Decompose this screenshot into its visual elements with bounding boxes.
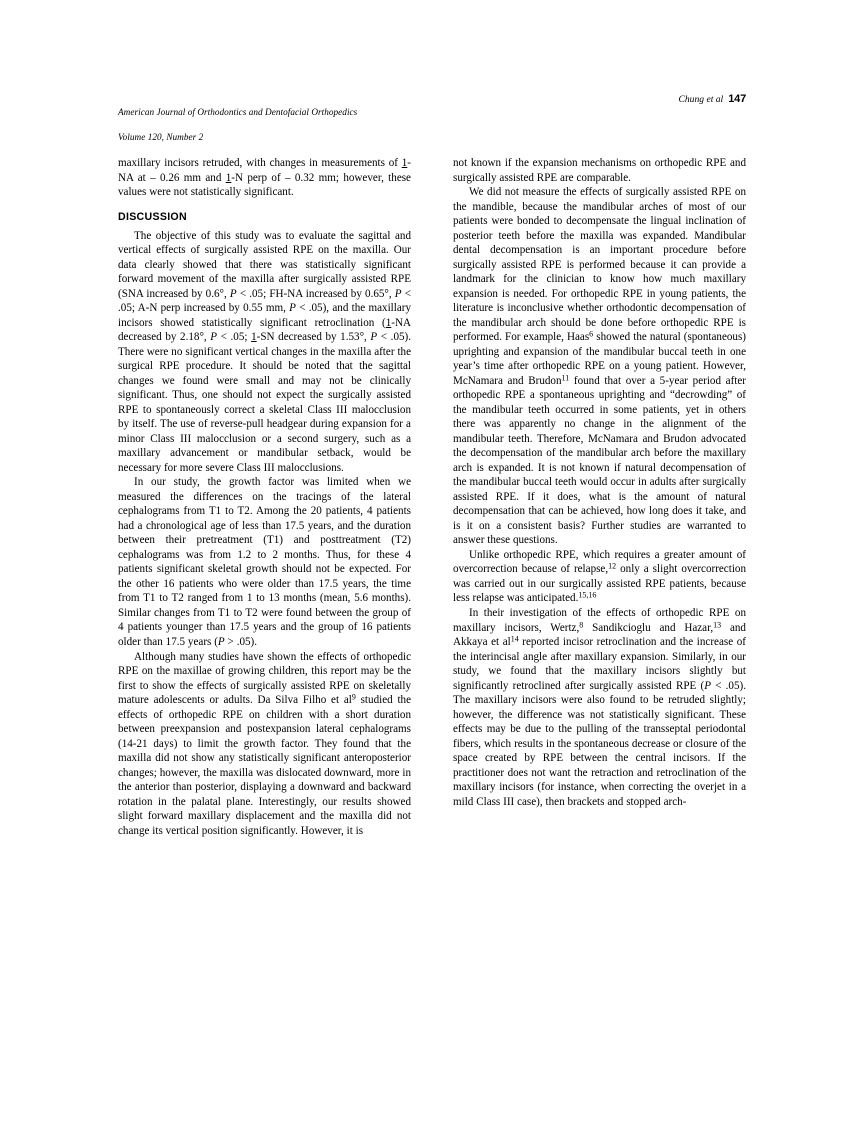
left-column [118, 156, 411, 838]
paragraph-discussion-2 [118, 475, 411, 649]
running-head [118, 93, 746, 156]
text-run: -SN decreased by 1.53°, [256, 331, 371, 344]
text-run: maxillary incisors retruded, with changes in measurements of [118, 157, 402, 169]
paragraph-discussion-3 [118, 650, 411, 839]
author-running-head: Chung et al [678, 94, 724, 105]
p-value-symbol: P [394, 287, 402, 300]
text-run: > .05). [224, 635, 258, 648]
text-run: < .05; FH-NA increased by 0.65°, [236, 287, 395, 300]
journal-volume-issue: Volume 120, Number 2 [118, 131, 204, 142]
journal-title: American Journal of Orthodontics and Dentofacial Orthopedics [118, 106, 358, 117]
text-run: < .05). The maxillary incisors were also found to be retruded slightly; however, the difference was not statistically significant. These effects may be due to the pulling of the transseptal periodontal fibers, which results in the spontaneous decrease or closure of the space created by RPE between the central incisors. If the practitioner does not want the retraction and retroclination of the maxillary incisors (for instance, when correcting the overjet in a mild Class III case), then brackets and stopped arch- [453, 679, 746, 808]
paragraph-discussion-1 [118, 229, 411, 476]
text-run: and Akkaya et al [453, 621, 746, 649]
text-run: showed the natural (spontaneous) uprighting and expansion of the mandibular buccal teeth in one year’s time after orthopedic RPE on a young patient. However, McNamara and Brudon [453, 331, 746, 387]
text-run: -NA decreased by 2.18°, [118, 316, 411, 344]
text-run: studied the effects of orthopedic RPE on children with a short duration between preexpansion and postexpansion lateral cephalograms (14-21 days) to limit the growth factor. They found that the maxilla did not show any statistically significant anteroposterior changes; however, the maxilla was dislocated downward, more in the anterior than posterior, displaying a downward and backward rotation in the palatal plane. Interestingly, our results showed slight forward maxillary displacement and the maxilla did not change its vertical position significantly. However, it is [118, 694, 411, 837]
p-value-symbol: P [210, 331, 218, 344]
paragraph-overcorrection [453, 548, 746, 606]
article-body [118, 156, 746, 838]
paragraph-continued-left [118, 156, 411, 200]
text-run: < .05), and the maxillary incisors showed statistically significant retroclination ( [118, 302, 411, 329]
incisor-notation: 1 [225, 171, 232, 184]
text-run: < .05; [217, 331, 252, 344]
reference-marker-8: 8 [579, 620, 584, 630]
p-value-symbol: P [217, 635, 225, 648]
reference-marker-15-16: 15,16 [578, 591, 597, 601]
text-run: In our study, the growth factor was limited when we measured the differences on the tracings of the lateral cephalograms from T1 to T2. Among the 20 patients, 4 patients had a chronological age of less than 17.5 years, and the duration between their pretreatment (T1) and posttreatment (T2) cephalograms was from 1.2 to 2 months. Thus, for these 4 patients significant skeletal growth should not be expected. For the other 16 patients who were older than 17.5 years, the time from T1 to T2 ranged from 1 to 13 months (mean, 5.6 months). Similar changes from T1 to T2 were found between the group of 4 patients younger than 17.5 years and the group of 16 patients older than 17.5 years ( [118, 476, 411, 648]
p-value-symbol: P [370, 331, 378, 344]
reference-marker-11: 11 [561, 373, 570, 383]
reference-marker-14: 14 [510, 634, 519, 644]
page-number: 147 [728, 93, 746, 105]
text-run: In their investigation of the effects of orthopedic RPE on maxillary incisors, Wertz, [453, 606, 746, 634]
text-run: -NA at – 0.26 mm and [118, 157, 411, 184]
text-run: only a slight overcorrection was carried out in our surgically assisted RPE patients, because less relapse was anticipated. [453, 563, 746, 605]
text-run: < .05; A-N perp increased by 0.55 mm, [118, 287, 411, 315]
paragraph-continued-right: not known if the expansion mechanisms on orthopedic RPE and surgically assisted RPE are comparable. [453, 157, 746, 184]
reference-marker-12: 12 [608, 562, 617, 572]
incisor-notation: 1 [251, 331, 257, 344]
text-run: -N perp of – 0.32 mm; however, these values were not statistically significant. [118, 171, 411, 199]
reference-marker-9: 9 [351, 692, 356, 702]
p-value-symbol: P [289, 302, 296, 315]
journal-title-block [118, 93, 357, 156]
text-run: found that over a 5-year period after orthopedic RPE a spontaneous uprighting and “decrowding” of the mandibular teeth occurred in some patients, yet in others there was apparently no change in the alignment of the mandibular teeth. Therefore, McNamara and Brudon advocated the decompensation of the mandibular arch before the maxillary arch is expanded. It is not known if natural decompensation of the mandibular buccal teeth would occur in adults after surgically assisted RPE. If it does, what is the amount of natural decompensation that can be achieved, how long does it take, and is it on a consistent basis? Further studies are warranted to answer these questions. [453, 374, 746, 547]
p-value-symbol: P [704, 679, 711, 692]
text-run: Although many studies have shown the effects of orthopedic RPE on the maxillae of growing children, this report may be the first to show the effects of surgically assisted RPE on skeletally mature adolescents or adults. Da Silva Filho et al [118, 650, 411, 707]
p-value-symbol: P [229, 287, 237, 300]
incisor-notation: 1 [385, 316, 392, 329]
reference-marker-13: 13 [713, 620, 722, 630]
running-head-right [678, 93, 746, 107]
incisor-notation: 1 [401, 157, 408, 169]
text-run: Sandikcioglu and Hazar, [583, 621, 714, 634]
paragraph-incisors [453, 606, 746, 809]
text-run: < .05). There were no significant vertical changes in the maxilla after the surgical RPE procedure. It should be noted that the sagittal changes we found were small and may not be clinically significant. Thus, one should not expect the surgically assisted RPE to spontaneously correct a skeletal Class III malocclusion by itself. The use of reverse-pull headgear during expansion for a minor Class III malocclusion or a second surgery, such as a maxillary advancement or mandibular setback, would be necessary for more severe Class III malocclusions. [118, 331, 412, 474]
text-run: The objective of this study was to evaluate the sagittal and vertical effects of surgically assisted RPE on the maxilla. Our data clearly showed that there was statistically significant forward movement of the maxilla after surgically assisted RPE (SNA increased by 0.6°, [118, 229, 411, 300]
section-heading-discussion: DISCUSSION [118, 210, 187, 223]
paragraph-mandible-1 [453, 185, 746, 548]
text-run: reported incisor retroclination and the increase of the interincisal angle after maxillary expansion. Similarly, in our study, we found that the maxillary incisors slightly but significantly retroclined after surgically assisted RPE ( [453, 636, 746, 692]
reference-marker-6: 6 [589, 329, 594, 339]
right-column [453, 156, 746, 838]
text-run: Unlike orthopedic RPE, which requires a greater amount of overcorrection because of relapse, [453, 548, 746, 576]
text-run: We did not measure the effects of surgically assisted RPE on the mandible, because the mandibular arches of most of our patients were bonded to decompensate the lingual inclination of posterior teeth before the maxilla was expanded. Mandibular dental decompensation is an important procedure before surgically assisted RPE is performed because it can provide a landmark for the clinician to know how much maxillary expansion is needed. For orthopedic RPE in young patients, the literature is inconclusive whether orthodontic decompensation of the mandibular arch should be done before orthopedic RPE is performed. For example, Haas [453, 186, 746, 344]
